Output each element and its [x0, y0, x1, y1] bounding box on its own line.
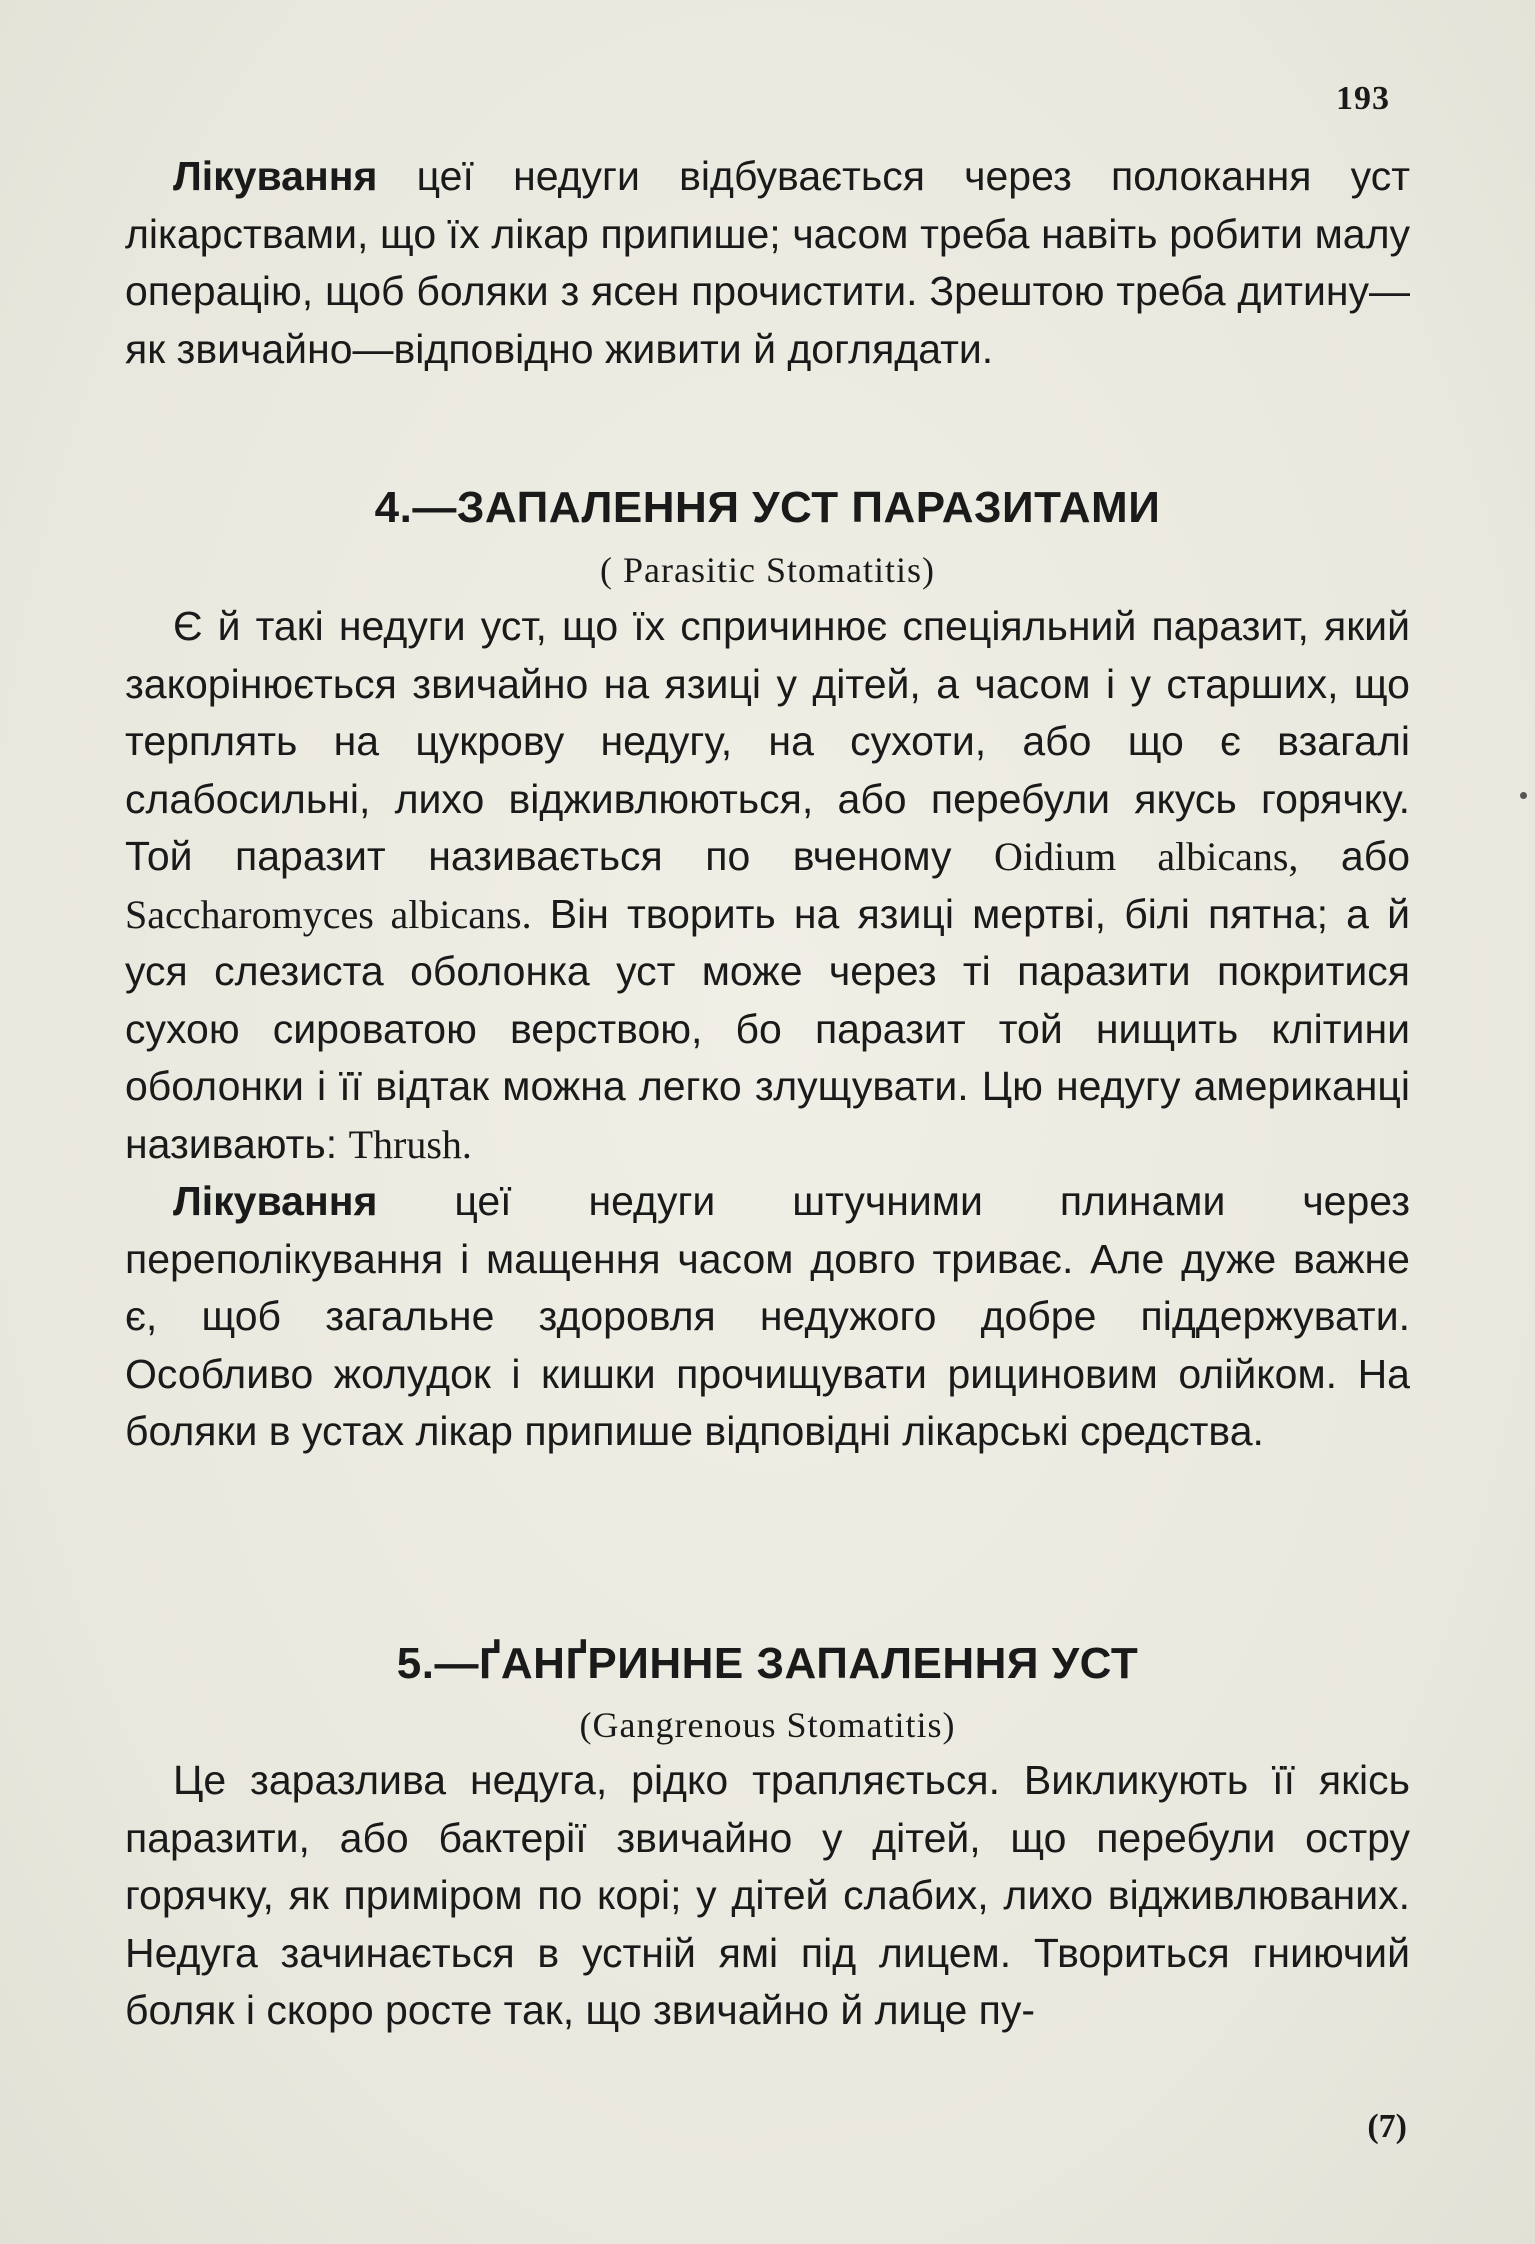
- paragraph: [125, 148, 1410, 378]
- bold-lead-word: Лікування: [173, 153, 378, 199]
- latin-term: Thrush.: [348, 1121, 472, 1167]
- paragraph-text: або: [1298, 833, 1411, 879]
- section-4-body: [125, 598, 1410, 1461]
- section-5-title: 5.—ҐАНҐРИННЕ ЗАПАЛЕННЯ УСТ: [396, 1639, 1139, 1688]
- section-5-body: [125, 1752, 1410, 2040]
- paragraph-text: Він творить на язиці мертві, білі пятна; а й уся слезиста оболонка уст може через ті паразити покритися сухою сироватою верствою, бо паразит той нищить клітини оболонки і її відтак можна легко злущувати. Цю недугу американці називають:: [125, 890, 1410, 1167]
- paragraph-text: Є й такі недуги уст, що їх спричинює спеціяльний паразит, який закорінюється звичайно на язиці у дітей, а часом і у старших, що терплять на цукрову недугу, на сухоти, або що є взагалі слабосильні, лихо відживлюються, або перебули якусь горячку. Той паразит називається по вченому: [125, 603, 1410, 879]
- section-5-subtitle: (Gangrenous Stomatitis): [579, 1705, 956, 1745]
- section-4-paragraph-1: [125, 598, 1410, 1173]
- paper-speck: [1520, 792, 1527, 799]
- page-number: 193: [1336, 80, 1390, 117]
- section-4-paragraph-2: [125, 1173, 1410, 1461]
- section-5-paragraph-1: [125, 1752, 1410, 2040]
- paragraph-text: цеї недуги штучними плинами через переполікування і мащення часом довго триває. Але дуже важне є, щоб загальне здоровля недужого добре піддержувати. Особливо жолудок і кишки прочищувати рициновим олійком. На боляки в устах лікар припише відповідні лікарські средства.: [125, 1178, 1410, 1454]
- signature-mark: (7): [1367, 2108, 1407, 2145]
- paragraph-text: цеї недуги відбувається через полокання уст лікарствами, що їх лікар припише; часом треба навіть робити малу операцію, щоб боляки з ясен прочистити. Зрештою треба дитину—як звичайно—відповідно живити й доглядати.: [125, 153, 1410, 372]
- latin-term: Oidium albicans,: [994, 834, 1299, 879]
- section-4-subtitle: ( Parasitic Stomatitis): [600, 550, 935, 590]
- section-4-title: 4.—ЗАПАЛЕННЯ УСТ ПАРАЗИТАМИ: [374, 483, 1161, 532]
- latin-term: Saccharomyces albicans.: [125, 891, 532, 937]
- bold-lead-word: Лікування: [173, 1178, 378, 1224]
- treatment-paragraph-intro: [125, 148, 1410, 378]
- paragraph-text: Це заразлива недуга, рідко трапляється. Викликують її якісь паразити, або бактерії звичайно у дітей, що перебули остру горячку, як приміром по корі; у дітей слабих, лихо відживлюваних. Недуга зачинається в устній ямі під лицем. Твориться гниючий боляк і скоро росте так, що звичайно й лице пу-: [125, 1757, 1410, 2033]
